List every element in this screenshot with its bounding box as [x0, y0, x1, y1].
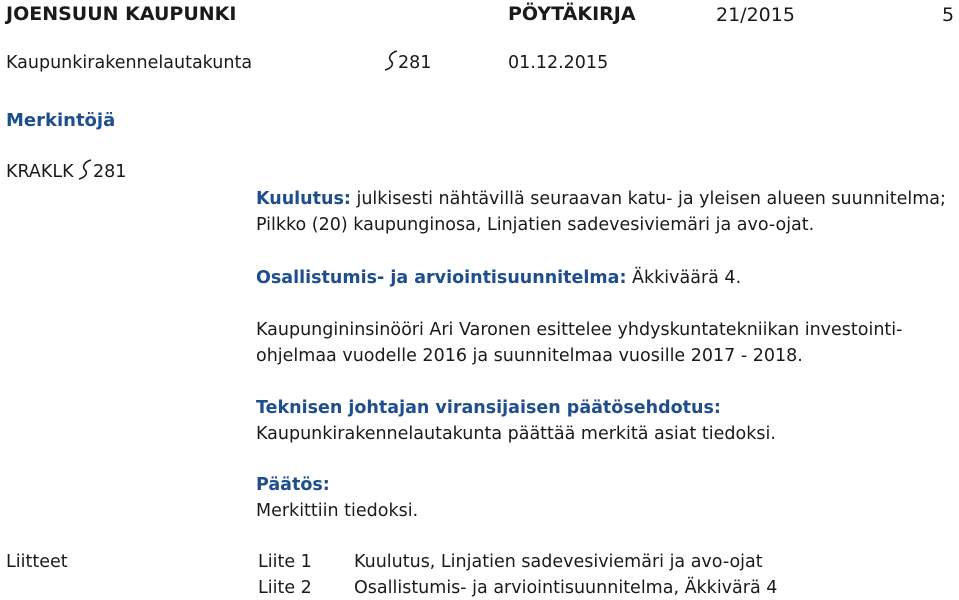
section-heading: Merkintöjä — [6, 110, 116, 131]
decision-label: Päätös: — [256, 475, 330, 495]
meeting-date: 01.12.2015 — [508, 53, 609, 73]
announcement-text: julkisesti nähtävillä seuraavan katu- ja yleisen alueen suunnitelma; — [356, 189, 946, 209]
committee-name: Kaupunkirakennelautakunta — [6, 53, 253, 73]
decision-text: Merkittiin tiedoksi. — [256, 501, 419, 521]
participation-label: Osallistumis- ja arviointisuunnitelma: — [256, 268, 627, 288]
attachment-id: Liite 2 — [258, 578, 312, 598]
attachment-title: Kuulutus, Linjatien sadevesiviemäri ja avo-ojat — [354, 552, 763, 572]
reference-prefix: KRAKLK — [6, 162, 74, 182]
announcement-label: Kuulutus: — [256, 189, 351, 209]
engineer-line-2: ohjelmaa vuodelle 2016 ja suunnitelmaa vuosille 2017 - 2018. — [256, 346, 803, 366]
section-sign-icon — [76, 158, 94, 180]
organization-name: JOENSUUN KAUPUNKI — [6, 3, 237, 25]
document-type: PÖYTÄKIRJA — [508, 3, 636, 25]
attachment-id: Liite 1 — [258, 552, 312, 572]
reference-number: 281 — [93, 162, 127, 182]
attachments-label: Liitteet — [6, 552, 68, 572]
attachment-title: Osallistumis- ja arviointisuunnitelma, Äkkivärä 4 — [354, 578, 778, 598]
announcement-line-2: Pilkko (20) kaupunginosa, Linjatien sadevesiviemäri ja avo-ojat. — [256, 215, 815, 235]
announcement-line-1 — [256, 189, 946, 209]
participation-value: Äkkiväärä 4. — [632, 268, 742, 288]
page-number: 5 — [942, 4, 955, 26]
document-number: 21/2015 — [716, 4, 795, 26]
proposal-label: Teknisen johtajan viransijaisen päätösehdotus: — [256, 398, 721, 418]
engineer-line-1: Kaupungininsinööri Ari Varonen esittelee yhdyskuntatekniikan investointi- — [256, 320, 903, 340]
section-number: 281 — [398, 53, 432, 73]
participation-line — [256, 268, 741, 288]
proposal-text: Kaupunkirakennelautakunta päättää merkitä asiat tiedoksi. — [256, 424, 776, 444]
